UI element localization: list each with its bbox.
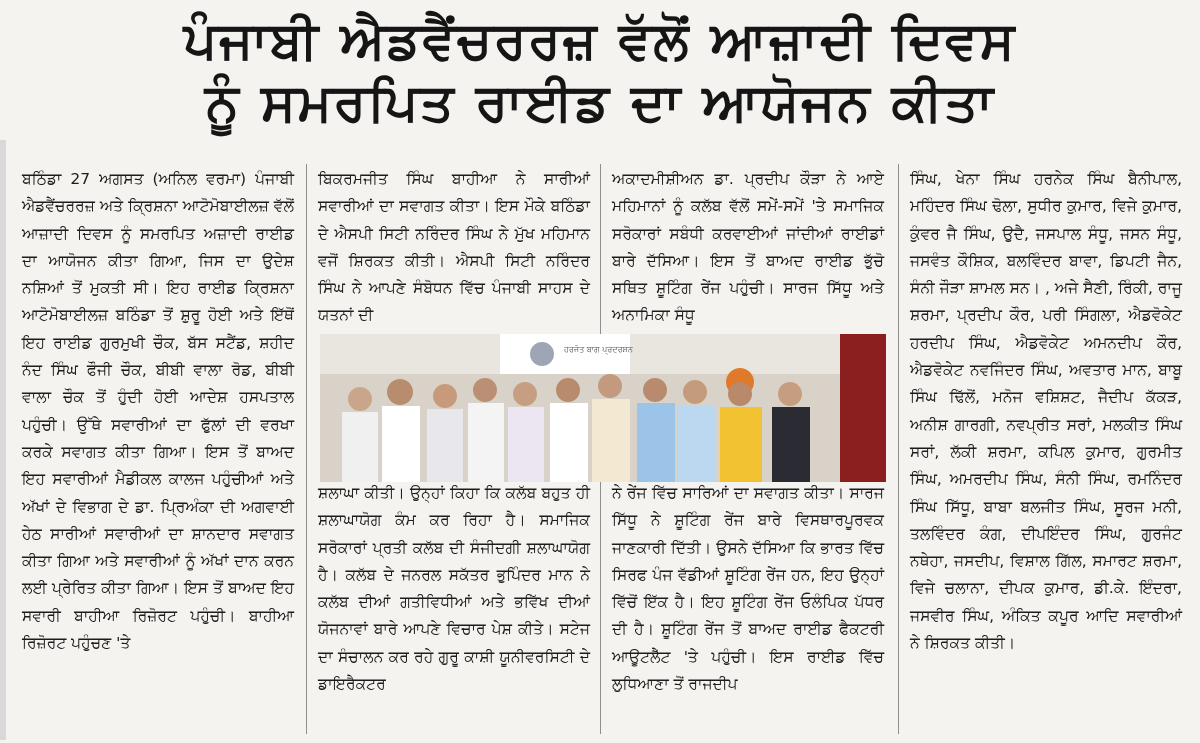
article-text: ਸਿੰਘ, ਖੇਨਾ ਸਿੰਘ ਹਰਨੇਕ ਸਿੰਘ ਬੈਨੀਪਾਲ, ਮਹਿੰਦਰ ਸਿੰਘ ਢੋਲਾ, ਸੁਧੀਰ ਕੁਮਾਰ, ਵਿਜੇ ਕੁਮਾਰ, ਕੁੰਵਰ ਜੈ ਸਿੰਘ, ਉਦੈ, ਜਸਪਾਲ ਸੰਧੂ, ਜਸਨ ਸੰਧੂ, ਜਸਵੰਤ ਕੌਸ਼ਿਕ, ਬਲਵਿੰਦਰ ਬਾਵਾ, ਡਿਪਟੀ ਜੈਨ, ਸੰਨੀ ਜੌੜਾ ਸ਼ਾਮਲ ਸਨ। , ਅਜੇ ਸੈਣੀ, ਰਿੰਕੀ, ਰਾਜੂ ਸ਼ਰਮਾ, ਪ੍ਰਦੀਪ ਕੌਰ, ਪਰੀ ਸਿੰਗਲਾ, ਐਡਵੋਕੇਟ ਹਰਦੀਪ ਸਿੰਘ, ਐਡਵੋਕੇਟ ਅਮਨਦੀਪ ਕੌਰ, ਐਡਵੋਕੇਟ ਨਵਜਿੰਦਰ ਸਿੰਘ, ਅਵਤਾਰ ਮਾਨ, ਬਾਬੂ ਸਿੰਘ ਢਿੱਲੋਂ, ਮਨੋਜ ਵਸ਼ਿਸ਼ਟ, ਜੈਦੀਪ ਕੱਕੜ, ਅਨੀਸ਼ ਗਾਰਗੀ, ਨਵਪ੍ਰੀਤ ਸਰਾਂ, ਮਲਕੀਤ ਸਿੰਘ ਸਰਾਂ, ਲੱਕੀ ਸ਼ਰਮਾ, ਕਪਿਲ ਕੁਮਾਰ, ਗੁਰਮੀਤ ਸਿੰਘ, ਅਮਰਦੀਪ ਸਿੰਘ, ਸੰਨੀ ਸਿੰਘ, ਰਮਨਿੰਦਰ ਸਿੰਘ ਸਿੱਧੂ, ਬਾਬਾ ਬਲਜੀਤ ਸਿੰਘ, ਸੂਰਜ ਮਨੀ, ਤਲਵਿੰਦਰ ਕੰਗ, ਦੀਪਇੰਦਰ ਸਿੰਘ, ਗੁਰਜੰਟ ਨਥੇਹਾ, ਜਸਦੀਪ, ਵਿਸ਼ਾਲ ਗਿੱਲ, ਸਮਾਰਟ ਸ਼ਰਮਾ, ਵਿਜੇ ਚਲਾਨਾ, ਦੀਪਕ ਕੁਮਾਰ, ਡੀ.ਕੇ. ਇੰਦਰਾ, ਜਸਵੀਰ ਸਿੰਘ, ਅੰਕਿਤ ਕਪੂਰ ਆਦਿ ਸਵਾਰੀਆਂ ਨੇ ਸ਼ਿਰਕਤ ਕੀਤੀ। [910, 170, 1182, 653]
article-column-4 [910, 166, 1182, 657]
page-edge [0, 140, 6, 740]
article-column-1 [22, 166, 294, 657]
article-text: ਸ਼ਲਾਘਾ ਕੀਤੀ। ਉਨ੍ਹਾਂ ਕਿਹਾ ਕਿ ਕਲੱਬ ਬਹੁਤ ਹੀ ਸ਼ਲਾਘਾਯੋਗ ਕੰਮ ਕਰ ਰਿਹਾ ਹੈ। ਸਮਾਜਿਕ ਸਰੋਕਾਰਾਂ ਪ੍ਰਤੀ ਕਲੱਬ ਦੀ ਸੰਜੀਦਗੀ ਸ਼ਲਾਘਾਯੋਗ ਹੈ। ਕਲੱਬ ਦੇ ਜਨਰਲ ਸਕੱਤਰ ਭੁਪਿੰਦਰ ਮਾਨ ਨੇ ਕਲੱਬ ਦੀਆਂ ਗਤੀਵਿਧੀਆਂ ਅਤੇ ਭਵਿੱਖ ਦੀਆਂ ਯੋਜਨਾਵਾਂ ਬਾਰੇ ਆਪਣੇ ਵਿਚਾਰ ਪੇਸ਼ ਕੀਤੇ। ਸਟੇਜ ਦਾ ਸੰਚਾਲਨ ਕਰ ਰਹੇ ਗੁਰੂ ਕਾਸ਼ੀ ਯੂਨੀਵਰਸਿਟੀ ਦੇ ਡਾਇਰੈਕਟਰ [318, 484, 590, 694]
article-text: ਨੇ ਰੇਂਜ ਵਿੱਚ ਸਾਰਿਆਂ ਦਾ ਸਵਾਗਤ ਕੀਤਾ। ਸਾਰਜ ਸਿੱਧੂ ਨੇ ਸ਼ੂਟਿੰਗ ਰੇਂਜ ਬਾਰੇ ਵਿਸਥਾਰਪੂਰਵਕ ਜਾਣਕਾਰੀ ਦਿੱਤੀ। ਉਸਨੇ ਦੱਸਿਆ ਕਿ ਭਾਰਤ ਵਿੱਚ ਸਿਰਫ ਪੰਜ ਵੱਡੀਆਂ ਸ਼ੂਟਿੰਗ ਰੇਂਜ ਹਨ, ਇਹ ਉਨ੍ਹਾਂ ਵਿੱਚੋਂ ਇੱਕ ਹੈ। ਇਹ ਸ਼ੂਟਿੰਗ ਰੇਂਜ ਓਲੰਪਿਕ ਪੱਧਰ ਦੀ ਹੈ। ਸ਼ੂਟਿੰਗ ਰੇਂਜ ਤੋਂ ਬਾਅਦ ਰਾਈਡ ਫੈਕਟਰੀ ਆਊਟਲੈੱਟ 'ਤੇ ਪਹੁੰਚੀ। ਇਸ ਰਾਈਡ ਵਿੱਚ ਲੁਧਿਆਣਾ ਤੋਂ ਰਾਜਦੀਪ [612, 484, 884, 694]
article-text: ਅਕਾਦਮੀਸ਼ੀਅਨ ਡਾ. ਪ੍ਰਦੀਪ ਕੌੜਾ ਨੇ ਆਏ ਮਹਿਮਾਨਾਂ ਨੂੰ ਕਲੱਬ ਵੱਲੋਂ ਸਮੇਂ-ਸਮੇਂ 'ਤੇ ਸਮਾਜਿਕ ਸਰੋਕਾਰਾਂ ਸਬੰਧੀ ਕਰਵਾਈਆਂ ਜਾਂਦੀਆਂ ਰਾਈਡਾਂ ਬਾਰੇ ਦੱਸਿਆ। ਇਸ ਤੋਂ ਬਾਅਦ ਰਾਈਡ ਭੁੱਚੋ ਸਥਿਤ ਸ਼ੂਟਿੰਗ ਰੇਂਜ ਪਹੁੰਚੀ। ਸਾਰਜ ਸਿੱਧੂ ਅਤੇ ਅਨਾਮਿਕਾ ਸੰਧੂ [612, 170, 884, 325]
article-text: ਬਠਿੰਡਾ 27 ਅਗਸਤ (ਅਨਿਲ ਵਰਮਾ) ਪੰਜਾਬੀ ਐਡਵੈਂਚਰਰਜ਼ ਅਤੇ ਕ੍ਰਿਸ਼ਨਾ ਆਟੋਮੋਬਾਈਲਜ਼ ਵੱਲੋਂ ਆਜ਼ਾਦੀ ਦਿਵਸ ਨੂੰ ਸਮਰਪਿਤ ਅਜ਼ਾਦੀ ਰਾਈਡ ਦਾ ਆਯੋਜਨ ਕੀਤਾ ਗਿਆ, ਜਿਸ ਦਾ ਉਦੇਸ਼ ਨਸ਼ਿਆਂ ਤੋਂ ਮੁਕਤੀ ਸੀ। ਇਹ ਰਾਈਡ ਕ੍ਰਿਸ਼ਨਾ ਆਟੋਮੋਬਾਈਲਜ਼ ਬਠਿੰਡਾ ਤੋਂ ਸ਼ੁਰੂ ਹੋਈ ਅਤੇ ਇੱਥੋਂ ਇਹ ਰਾਈਡ ਗੁਰਮੁਖੀ ਚੌਕ, ਬੱਸ ਸਟੈਂਡ, ਸ਼ਹੀਦ ਨੰਦ ਸਿੰਘ ਫੌਜੀ ਚੌਕ, ਬੀਬੀ ਵਾਲਾ ਰੋਡ, ਬੀਬੀ ਵਾਲਾ ਚੌਕ ਤੋਂ ਹੁੰਦੀ ਹੋਈ ਆਦੇਸ਼ ਹਸਪਤਾਲ ਪਹੁੰਚੀ। ਉੱਥੇ ਸਵਾਰੀਆਂ ਦਾ ਫੁੱਲਾਂ ਦੀ ਵਰਖਾ ਕਰਕੇ ਸਵਾਗਤ ਕੀਤਾ ਗਿਆ। ਇਸ ਤੋਂ ਬਾਅਦ ਇਹ ਸਵਾਰੀਆਂ ਮੈਡੀਕਲ ਕਾਲਜ ਪਹੁੰਚੀਆਂ ਅਤੇ ਅੱਖਾਂ ਦੇ ਵਿਭਾਗ ਦੇ ਡਾ. ਪ੍ਰਿਅੰਕਾ ਦੀ ਅਗਵਾਈ ਹੇਠ ਸਾਰੀਆਂ ਸਵਾਰੀਆਂ ਦਾ ਸ਼ਾਨਦਾਰ ਸਵਾਗਤ ਕੀਤਾ ਗਿਆ ਅਤੇ ਸਵਾਰੀਆਂ ਨੂੰ ਅੱਖਾਂ ਦਾਨ ਕਰਨ ਲਈ ਪ੍ਰੇਰਿਤ ਕੀਤਾ ਗਿਆ। ਇਸ ਤੋਂ ਬਾਅਦ ਇਹ ਸਵਾਰੀ ਬਾਹੀਆ ਰਿਜ਼ੋਰਟ ਪਹੁੰਚੀ। ਬਾਹੀਆ ਰਿਜ਼ੋਰਟ ਪਹੁੰਚਣ 'ਤੇ [22, 170, 294, 653]
headline-line-1: ਪੰਜਾਬੀ ਐਡਵੈਂਚਰਰਜ਼ ਵੱਲੋਂ ਆਜ਼ਾਦੀ ਦਿਵਸ [183, 11, 1017, 71]
group-photo-icon [320, 334, 886, 482]
news-photo [320, 334, 886, 482]
article-column-2-bottom [318, 480, 590, 698]
column-rule [306, 164, 307, 734]
article-text: ਬਿਕਰਮਜੀਤ ਸਿੰਘ ਬਾਹੀਆ ਨੇ ਸਾਰੀਆਂ ਸਵਾਰੀਆਂ ਦਾ ਸਵਾਗਤ ਕੀਤਾ। ਇਸ ਮੌਕੇ ਬਠਿੰਡਾ ਦੇ ਐਸਪੀ ਸਿਟੀ ਨਰਿੰਦਰ ਸਿੰਘ ਨੇ ਮੁੱਖ ਮਹਿਮਾਨ ਵਜੋਂ ਸ਼ਿਰਕਤ ਕੀਤੀ। ਐਸਪੀ ਸਿਟੀ ਨਰਿੰਦਰ ਸਿੰਘ ਨੇ ਆਪਣੇ ਸੰਬੋਧਨ ਵਿੱਚ ਪੰਜਾਬੀ ਸਾਹਸ ਦੇ ਯਤਨਾਂ ਦੀ [318, 170, 590, 325]
article-column-3-top [612, 166, 884, 330]
column-rule [898, 164, 899, 734]
article-column-3-bottom [612, 480, 884, 698]
article-column-2-top [318, 166, 590, 330]
headline [0, 0, 1200, 148]
photo-banner-text: ਹਰਜੋਤ ਬਾਗ ਪ੍ਰਦਰਸ਼ਨ [564, 345, 633, 354]
headline-line-2: ਨੂੰ ਸਮਰਪਿਤ ਰਾਈਡ ਦਾ ਆਯੋਜਨ ਕੀਤਾ [205, 73, 995, 133]
